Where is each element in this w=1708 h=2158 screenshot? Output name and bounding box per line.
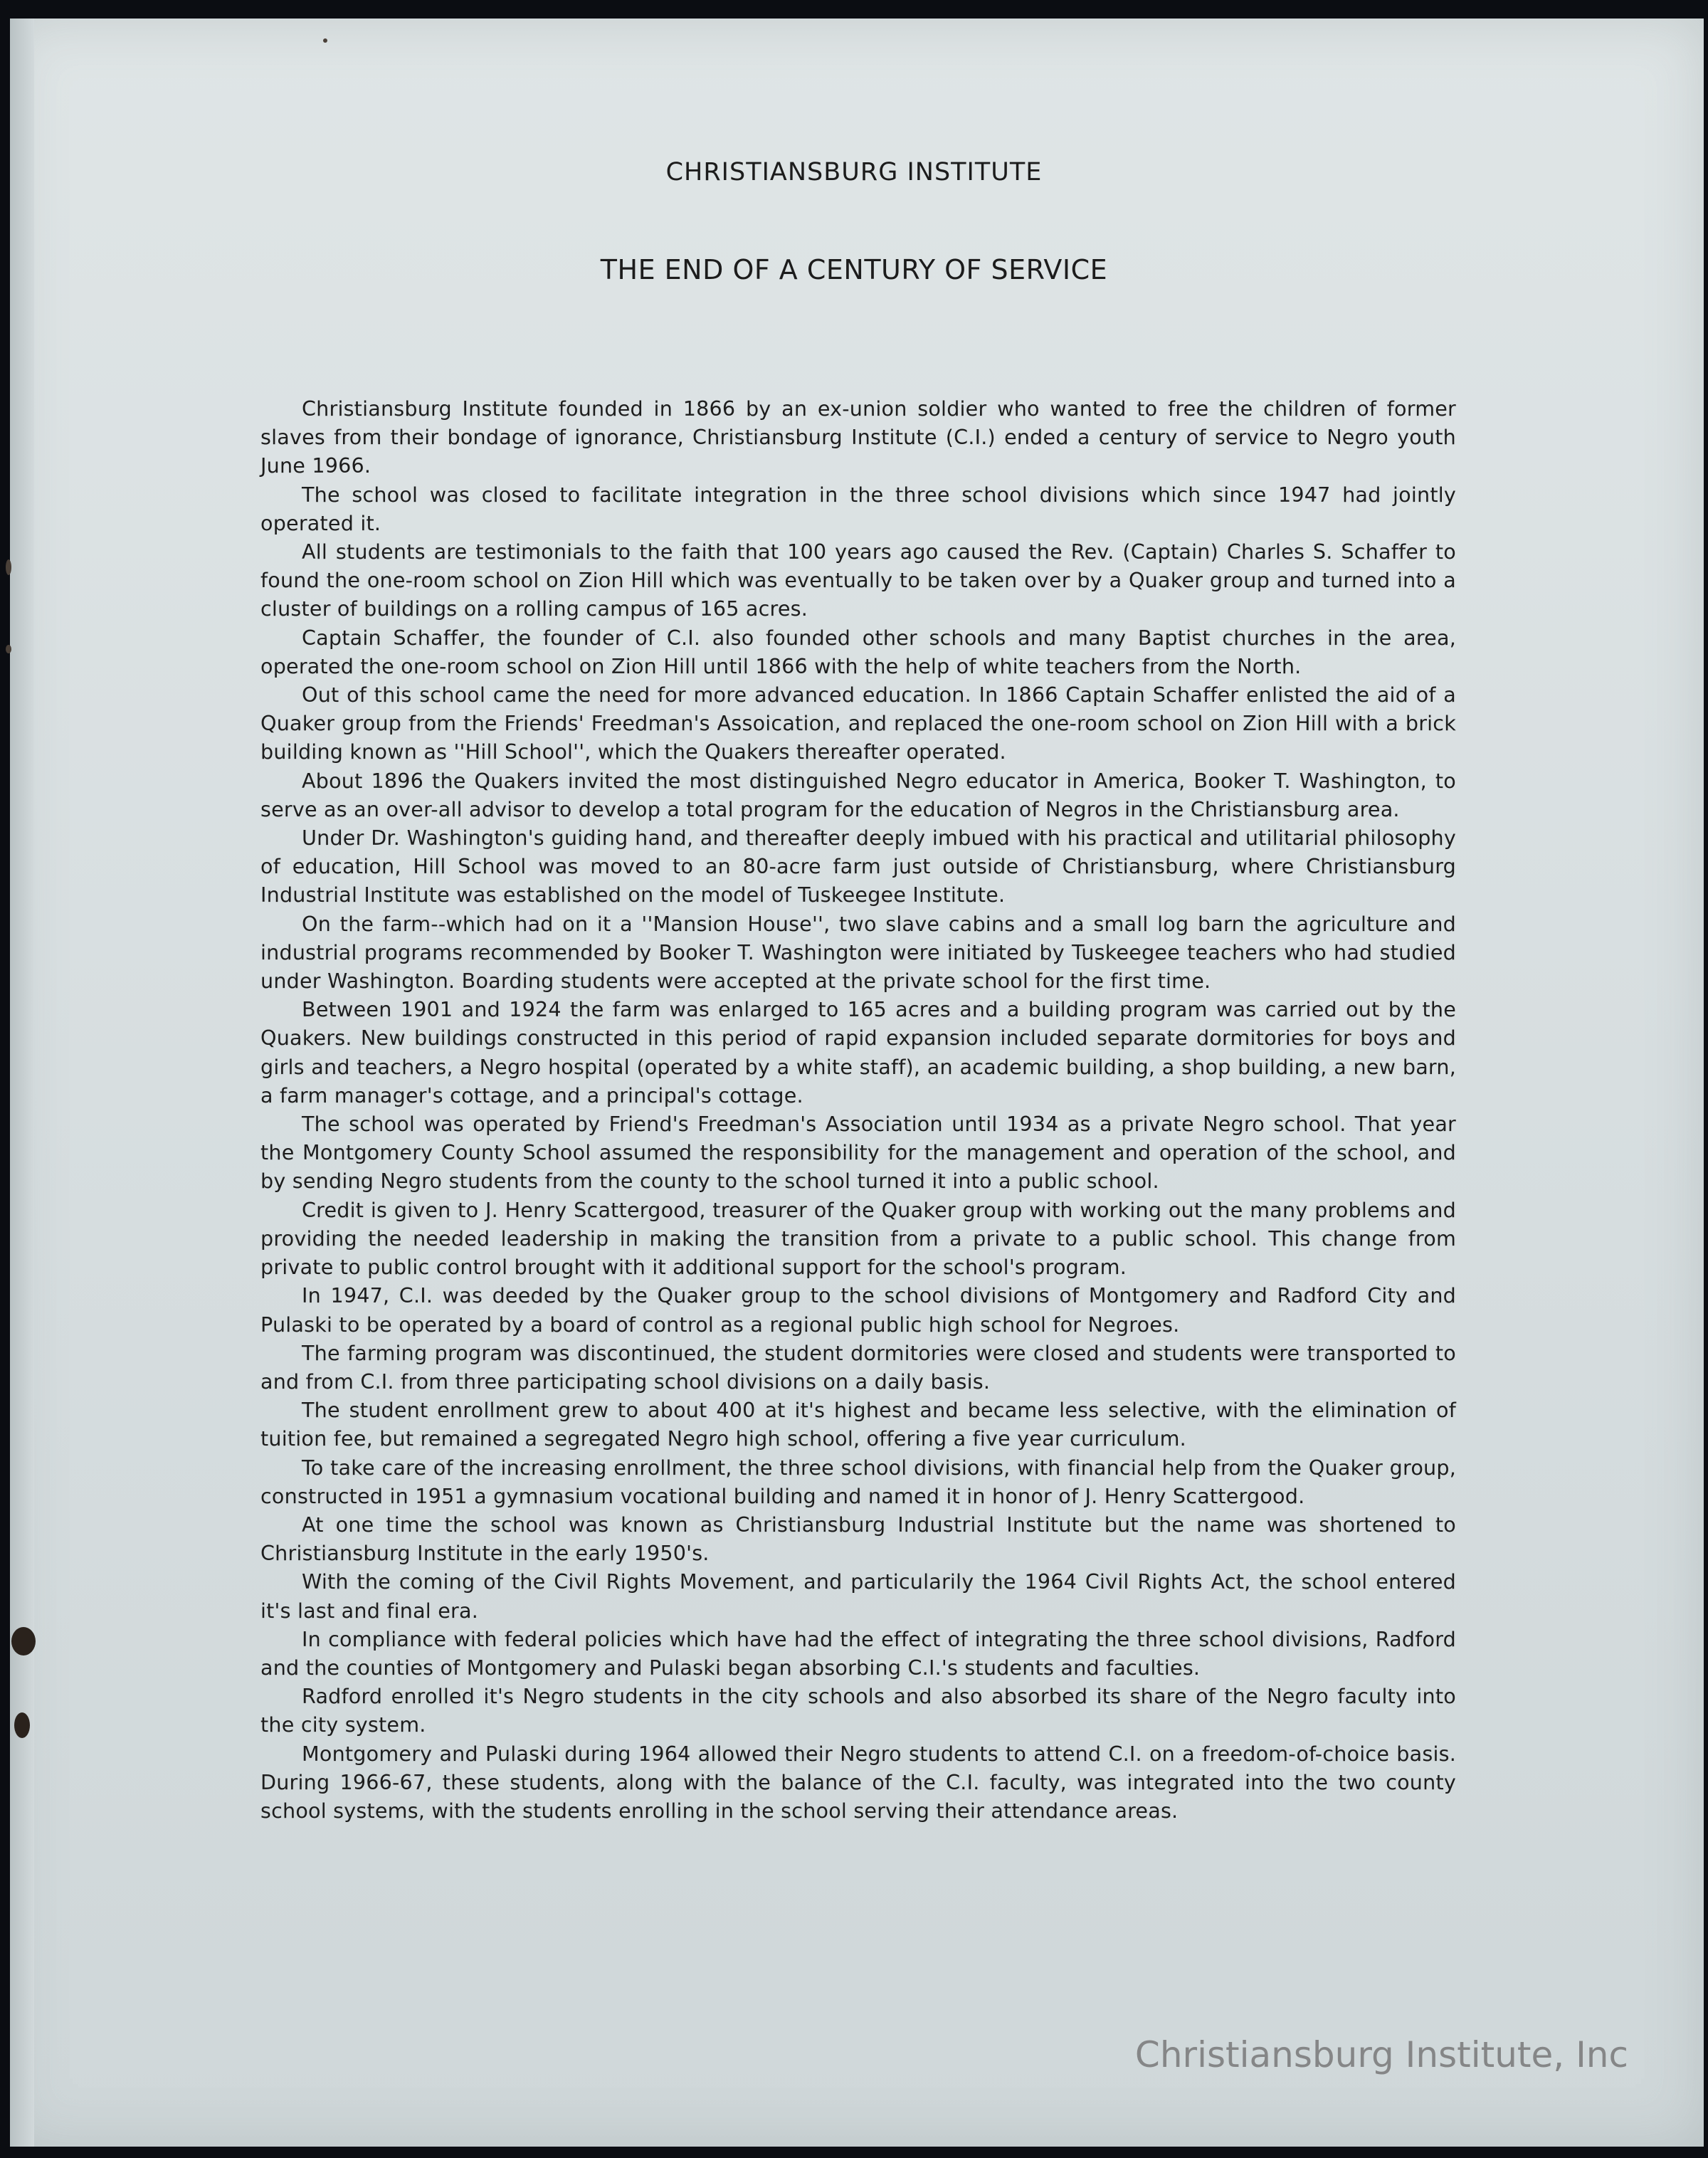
- body-paragraph: Montgomery and Pulaski during 1964 allowed their Negro students to attend C.I. on a freedom-of-choice basis. During 1966-67, these students, along with the balance of the C.I. faculty, was integrated into the two county school systems, with the students enrolling in the school serving their attendance areas.: [260, 1741, 1456, 1823]
- body-paragraph: In 1947, C.I. was deeded by the Quaker group to the school divisions of Montgomery and Radford City and Pulaski to be operated by a board of control as a regional public high school for Negroes.: [260, 1283, 1456, 1337]
- body-paragraph: Christiansburg Institute founded in 1866 by an ex-union soldier who wanted to free the children of former slaves from their bondage of ignorance, Christiansburg Institute (C.I.) ended a century of service to Negro youth June 1966.: [260, 396, 1456, 478]
- body-paragraph: With the coming of the Civil Rights Movement, and particularily the 1964 Civil Rights Act, the school entered it's last and final era.: [260, 1569, 1456, 1623]
- body-paragraph: About 1896 the Quakers invited the most distinguished Negro educator in America, Booker T. Washington, to serve as an over-all advisor to develop a total program for the education of Negros in the Christiansburg area.: [260, 768, 1456, 821]
- binding-hole: [14, 1712, 30, 1738]
- page-left-edge: [10, 19, 34, 2147]
- body-paragraph: Radford enrolled it's Negro students in the city schools and also absorbed its share of the Negro faculty into the city system.: [260, 1684, 1456, 1737]
- binding-hole: [11, 1627, 36, 1656]
- body-paragraph: Credit is given to J. Henry Scattergood, treasurer of the Quaker group with working out the many problems and providing the needed leadership in making the transition from a private to a public school. This change from private to public control brought with it additional support for the school's program.: [260, 1197, 1456, 1280]
- body-paragraph: The farming program was discontinued, the student dormitories were closed and students were transported to and from C.I. from three participating school divisions on a daily basis.: [260, 1340, 1456, 1394]
- paper-speck: [323, 38, 327, 43]
- body-paragraph: Between 1901 and 1924 the farm was enlarged to 165 acres and a building program was carried out by the Quakers. New buildings constructed in this period of rapid expansion included separate dormitories for boys and girls and teachers, a Negro hospital (operated by a white staff), an academic building, a shop building, a new barn, a farm manager's cottage, and a principal's cottage.: [260, 997, 1456, 1107]
- body-paragraph: Captain Schaffer, the founder of C.I. also founded other schools and many Baptist churches in the area, operated the one-room school on Zion Hill until 1866 with the help of white teachers from the North.: [260, 625, 1456, 678]
- document-subtitle: THE END OF A CENTURY OF SERVICE: [600, 254, 1108, 285]
- body-paragraph: All students are testimonials to the faith that 100 years ago caused the Rev. (Captain) Charles S. Schaffer to found the one-room school on Zion Hill which was eventually to be taken over by a Quaker group and turned into a cluster of buildings on a rolling campus of 165 acres.: [260, 540, 1456, 621]
- body-paragraph: The school was closed to facilitate integration in the three school divisions which since 1947 had jointly operated it.: [260, 482, 1456, 535]
- body-paragraph: On the farm--which had on it a ''Mansion House'', two slave cabins and a small log barn the agriculture and industrial programs recommended by Booker T. Washington were initiated by Tuskeegee teachers who had studied under Washington. Boarding students were accepted at the private school for the first time.: [260, 911, 1456, 994]
- body-paragraph: To take care of the increasing enrollment, the three school divisions, with financial help from the Quaker group, constructed in 1951 a gymnasium vocational building and named it in honor of J. Henry Scattergood.: [260, 1455, 1456, 1508]
- body-paragraph: Under Dr. Washington's guiding hand, and thereafter deeply imbued with his practical and utilitarial philosophy of education, Hill School was moved to an 80-acre farm just outside of Christiansburg, where Christiansburg Industrial Institute was established on the model of Tuskeegee Institute.: [260, 826, 1456, 907]
- document-body: [260, 394, 1456, 1825]
- body-paragraph: The school was operated by Friend's Freedman's Association until 1934 as a private Negro school. That year the Montgomery County School assumed the responsibility for the management and operation of the school, and by sending Negro students from the county to the school turned it into a public school.: [260, 1112, 1456, 1194]
- body-paragraph: In compliance with federal policies which have had the effect of integrating the three school divisions, Radford and the counties of Montgomery and Pulaski began absorbing C.I.'s students and faculties.: [260, 1626, 1456, 1680]
- body-paragraph: Out of this school came the need for more advanced education. In 1866 Captain Schaffer enlisted the aid of a Quaker group from the Friends' Freedman's Assoication, and replaced the one-room school on Zion Hill with a brick building known as ''Hill School'', which the Quakers thereafter operated.: [260, 683, 1456, 764]
- watermark-text: Christiansburg Institute, Inc: [1134, 2034, 1628, 2075]
- body-paragraph: The student enrollment grew to about 400 at it's highest and became less selective, with the elimination of tuition fee, but remained a segregated Negro high school, offering a five year curriculum.: [260, 1398, 1456, 1451]
- document-title: CHRISTIANSBURG INSTITUTE: [665, 158, 1043, 186]
- paper-speck: [6, 645, 11, 653]
- paper-speck: [6, 559, 11, 575]
- body-paragraph: At one time the school was known as Christiansburg Industrial Institute but the name was shortened to Christiansburg Institute in the early 1950's.: [260, 1512, 1456, 1566]
